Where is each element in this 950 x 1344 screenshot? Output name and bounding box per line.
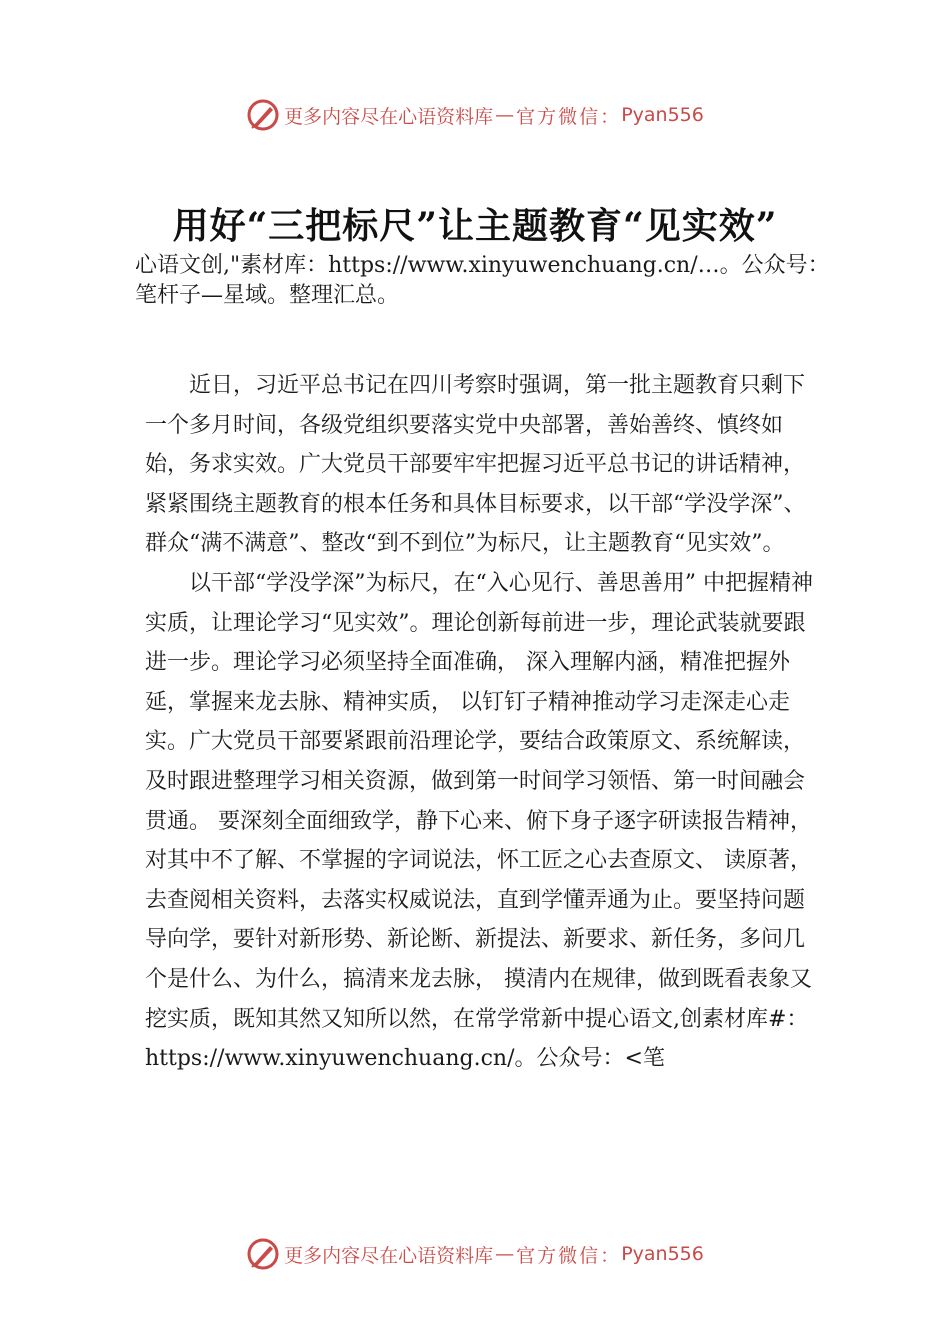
watermark-separator: — <box>495 104 515 126</box>
quill-pen-logo-icon <box>246 98 280 132</box>
paragraph-2: 以干部“学没学深”为标尺，在“入心见行、善思善用” 中把握精神实质，让理论学习“见实效”。理论创新每前进一步，理论武装就要跟进一步。理论学习必须坚持全面准确， 深入理解内涵，精准把握外延，掌握来龙去脉、精神实质， 以钉钉子精神推动学习走深走心走实。广大党员干部要紧跟前沿理论学，要结合政策原文、系统解读，及时跟进整理学习相关资源，做到第一时间学习领悟、第一时间融会贯通。 要深刻全面细致学，静下心来、俯下身子逐字研读报告精神， 对其中不了解、不掌握的字词说法，怀工匠之心去查原文、 读原著，去查阅相关资料，去落实权威说法，直到学懂弄通为止。要坚持问题导向学，要针对新形势、新论断、新提法、新要求、新任务，多问几个是什么、为什么，搞清来龙去脉， 摸清内在规律，做到既看表象又挖实质，既知其然又知所以然，在常学常新中提心语文,创素材库#：https://www.xinyuwenchuang.cn/。公众号：<笔 <box>145 570 813 1072</box>
watermark-wechat-id: Pyan556 <box>621 1243 704 1265</box>
header-watermark <box>0 95 950 135</box>
footer-watermark <box>0 1234 950 1274</box>
watermark-label: 官方微信： <box>516 1244 622 1267</box>
watermark-wechat-id: Pyan556 <box>621 104 704 126</box>
watermark-text: 更多内容尽在心语资料库 <box>284 105 494 128</box>
watermark-text: 更多内容尽在心语资料库 <box>284 1244 494 1267</box>
source-line: 心语文创,"素材库：https://www.xinyuwenchuang.cn/…。公众号：笔杆子—星域。整理汇总。 <box>135 253 830 308</box>
watermark-label: 官方微信： <box>516 105 622 128</box>
document-body <box>145 366 815 1079</box>
quill-pen-logo-icon <box>246 1237 280 1271</box>
paragraph-1: 近日，习近平总书记在四川考察时强调，第一批主题教育只剩下一个多月时间，各级党组织要落实党中央部署，善始善终、慎终如始，务求实效。广大党员干部要牢牢把握习近平总书记的讲话精神，紧紧围绕主题教育的根本任务和具体目标要求，以干部“学没学深”、群众“满不满意”、整改“到不到位”为标尺，让主题教育“见实效”。 <box>145 373 806 557</box>
document-title: 用好“三把标尺”让主题教育“见实效” <box>172 205 778 247</box>
watermark-separator: — <box>495 1243 515 1265</box>
